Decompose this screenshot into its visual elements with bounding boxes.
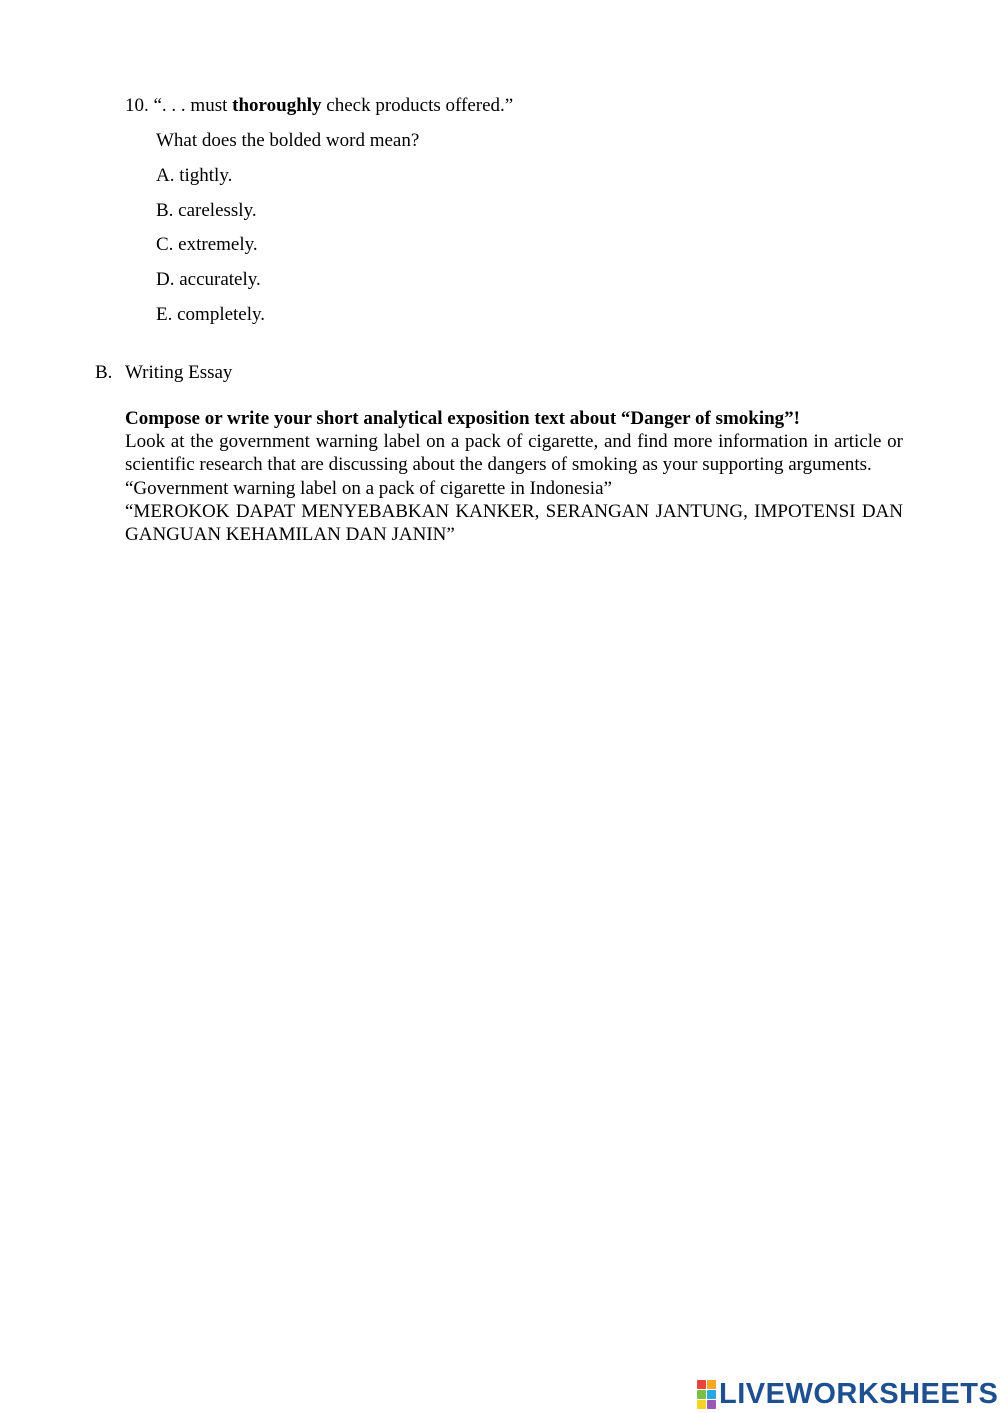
question-quote-open: “. . . must [153, 95, 233, 116]
section-title: Writing Essay [125, 362, 233, 383]
question-prompt: What does the bolded word mean? [156, 130, 420, 151]
logo-text: LIVEWORKSHEETS [719, 1377, 999, 1410]
label-caption: “Government warning label on a pack of cigarette in Indonesia” [125, 477, 612, 499]
question-quote-close: check products offered.” [321, 95, 514, 116]
instruction-text: Look at the government warning label on a pack of cigarette, and find more information in article or scientific research that are discussing about the dangers of smoking as your supporting arguments. [125, 431, 903, 476]
logo-grid-icon [697, 1380, 716, 1409]
section-letter: B. [95, 362, 113, 383]
option-a[interactable]: A. tightly. [156, 165, 233, 186]
instruction-bold: Compose or write your short analytical exposition text about “Danger of smoking”! [125, 408, 801, 429]
logo-square [697, 1380, 706, 1389]
question-10 [125, 94, 513, 118]
logo-square [697, 1390, 706, 1399]
logo-square [707, 1380, 716, 1389]
option-e[interactable]: E. completely. [156, 304, 266, 325]
section-b-heading [95, 361, 232, 385]
bolded-word: thoroughly [232, 95, 322, 116]
logo-square [707, 1390, 716, 1399]
logo-square [707, 1400, 716, 1409]
option-b[interactable]: B. carelessly. [156, 200, 257, 221]
question-number: 10. [125, 95, 149, 116]
essay-instructions [125, 407, 903, 546]
logo-square [697, 1400, 706, 1409]
warning-text: “MEROKOK DAPAT MENYEBABKAN KANKER, SERANGAN JANTUNG, IMPOTENSI DAN GANGUAN KEHAMILAN DAN JANIN” [125, 500, 903, 546]
liveworksheets-logo [697, 1378, 998, 1410]
option-c[interactable]: C. extremely. [156, 234, 258, 255]
option-d[interactable]: D. accurately. [156, 269, 261, 290]
